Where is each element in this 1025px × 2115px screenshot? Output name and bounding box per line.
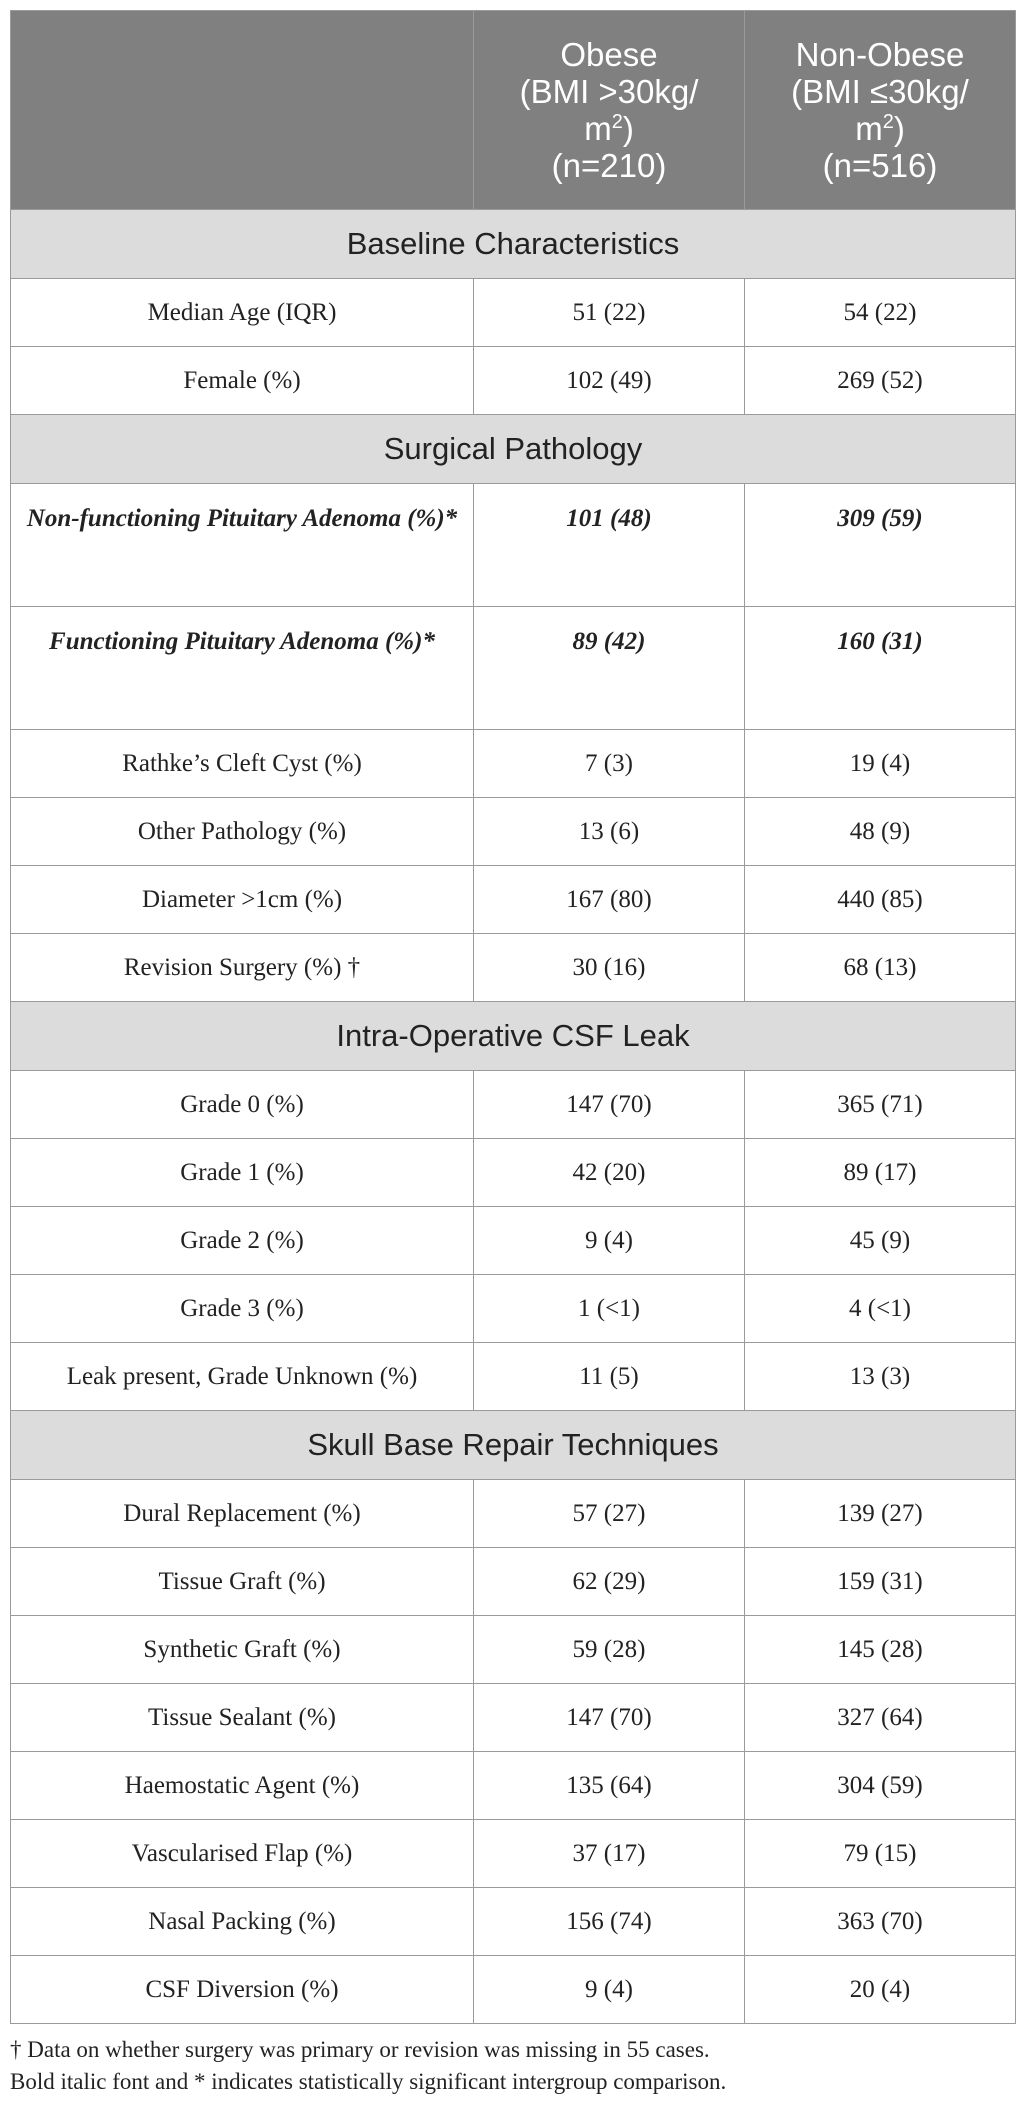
row-label: Non-functioning Pituitary Adenoma (%)* (11, 484, 474, 607)
section-title: Surgical Pathology (11, 415, 1016, 484)
table-row (11, 1616, 1016, 1684)
row-non-obese-value: 68 (13) (745, 934, 1016, 1002)
row-label: Nasal Packing (%) (11, 1888, 474, 1956)
row-non-obese-value: 365 (71) (745, 1071, 1016, 1139)
header-non-obese-sup: 2 (882, 111, 894, 133)
row-obese-value: 9 (4) (474, 1956, 745, 2024)
row-obese-value: 102 (49) (474, 347, 745, 415)
row-label: CSF Diversion (%) (11, 1956, 474, 2024)
header-non-obese-n: (n=516) (822, 147, 938, 184)
table-row (11, 934, 1016, 1002)
row-obese-value: 135 (64) (474, 1752, 745, 1820)
row-obese-value: 9 (4) (474, 1207, 745, 1275)
row-label: Haemostatic Agent (%) (11, 1752, 474, 1820)
row-non-obese-value: 13 (3) (745, 1343, 1016, 1411)
row-obese-value: 101 (48) (474, 484, 745, 607)
header-obese-line1: Obese (560, 36, 658, 73)
section-row (11, 415, 1016, 484)
table-row-significant (11, 607, 1016, 730)
row-label: Vascularised Flap (%) (11, 1820, 474, 1888)
row-obese-value: 42 (20) (474, 1139, 745, 1207)
row-obese-value: 51 (22) (474, 279, 745, 347)
row-non-obese-value: 19 (4) (745, 730, 1016, 798)
row-non-obese-value: 327 (64) (745, 1684, 1016, 1752)
table-footnotes (10, 2034, 1015, 2098)
row-non-obese-value: 309 (59) (745, 484, 1016, 607)
table-row (11, 1275, 1016, 1343)
row-obese-value: 37 (17) (474, 1820, 745, 1888)
header-blank-cell (11, 11, 474, 210)
table-row (11, 1343, 1016, 1411)
row-obese-value: 147 (70) (474, 1071, 745, 1139)
row-obese-value: 59 (28) (474, 1616, 745, 1684)
row-non-obese-value: 79 (15) (745, 1820, 1016, 1888)
table-row-significant (11, 484, 1016, 607)
table-row (11, 798, 1016, 866)
table-row (11, 1071, 1016, 1139)
row-obese-value: 89 (42) (474, 607, 745, 730)
row-obese-value: 1 (<1) (474, 1275, 745, 1343)
row-label: Rathke’s Cleft Cyst (%) (11, 730, 474, 798)
header-obese-unit: m (584, 110, 612, 147)
table-row (11, 1752, 1016, 1820)
table-row (11, 1888, 1016, 1956)
row-non-obese-value: 269 (52) (745, 347, 1016, 415)
table-row (11, 866, 1016, 934)
row-non-obese-value: 48 (9) (745, 798, 1016, 866)
section-row (11, 1411, 1016, 1480)
header-non-obese-close: ) (893, 110, 905, 147)
table-row (11, 1956, 1016, 2024)
table-row (11, 279, 1016, 347)
table-row (11, 1139, 1016, 1207)
row-obese-value: 7 (3) (474, 730, 745, 798)
table-row (11, 1480, 1016, 1548)
header-non-obese-line2: (BMI ≤30kg/ (791, 73, 969, 110)
table-page (10, 10, 1015, 2098)
row-non-obese-value: 139 (27) (745, 1480, 1016, 1548)
row-label: Tissue Sealant (%) (11, 1684, 474, 1752)
section-title: Intra-Operative CSF Leak (11, 1002, 1016, 1071)
header-non-obese-unit: m (855, 110, 883, 147)
row-non-obese-value: 159 (31) (745, 1548, 1016, 1616)
section-title: Baseline Characteristics (11, 210, 1016, 279)
row-obese-value: 13 (6) (474, 798, 745, 866)
row-label: Leak present, Grade Unknown (%) (11, 1343, 474, 1411)
row-obese-value: 62 (29) (474, 1548, 745, 1616)
row-non-obese-value: 304 (59) (745, 1752, 1016, 1820)
row-non-obese-value: 145 (28) (745, 1616, 1016, 1684)
row-obese-value: 30 (16) (474, 934, 745, 1002)
table-row (11, 1820, 1016, 1888)
table-row (11, 347, 1016, 415)
footnote-significance: Bold italic font and * indicates statistically significant intergroup comparison. (10, 2069, 727, 2094)
row-non-obese-value: 45 (9) (745, 1207, 1016, 1275)
row-label: Grade 0 (%) (11, 1071, 474, 1139)
table-header-row (11, 11, 1016, 210)
table-row (11, 1684, 1016, 1752)
row-non-obese-value: 54 (22) (745, 279, 1016, 347)
row-obese-value: 11 (5) (474, 1343, 745, 1411)
row-label: Other Pathology (%) (11, 798, 474, 866)
demographics-table (10, 10, 1016, 2024)
row-label: Synthetic Graft (%) (11, 1616, 474, 1684)
section-row (11, 1002, 1016, 1071)
row-label: Median Age (IQR) (11, 279, 474, 347)
table-row (11, 1548, 1016, 1616)
table-row (11, 1207, 1016, 1275)
row-obese-value: 156 (74) (474, 1888, 745, 1956)
row-label: Grade 3 (%) (11, 1275, 474, 1343)
row-label: Tissue Graft (%) (11, 1548, 474, 1616)
row-label: Female (%) (11, 347, 474, 415)
header-non-obese-line1: Non-Obese (795, 36, 965, 73)
row-obese-value: 57 (27) (474, 1480, 745, 1548)
header-obese (474, 11, 745, 210)
row-label: Revision Surgery (%) † (11, 934, 474, 1002)
row-label: Grade 1 (%) (11, 1139, 474, 1207)
row-non-obese-value: 160 (31) (745, 607, 1016, 730)
row-label: Dural Replacement (%) (11, 1480, 474, 1548)
section-title: Skull Base Repair Techniques (11, 1411, 1016, 1480)
row-obese-value: 167 (80) (474, 866, 745, 934)
row-non-obese-value: 4 (<1) (745, 1275, 1016, 1343)
row-label: Grade 2 (%) (11, 1207, 474, 1275)
header-obese-line2: (BMI >30kg/ (519, 73, 699, 110)
header-obese-close: ) (622, 110, 634, 147)
row-label: Functioning Pituitary Adenoma (%)* (11, 607, 474, 730)
row-non-obese-value: 89 (17) (745, 1139, 1016, 1207)
row-obese-value: 147 (70) (474, 1684, 745, 1752)
header-obese-sup: 2 (611, 111, 623, 133)
footnote-missing-data: † Data on whether surgery was primary or revision was missing in 55 cases. (10, 2037, 710, 2062)
row-non-obese-value: 363 (70) (745, 1888, 1016, 1956)
row-label: Diameter >1cm (%) (11, 866, 474, 934)
section-row (11, 210, 1016, 279)
header-non-obese (745, 11, 1016, 210)
header-obese-n: (n=210) (551, 147, 667, 184)
row-non-obese-value: 20 (4) (745, 1956, 1016, 2024)
row-non-obese-value: 440 (85) (745, 866, 1016, 934)
table-row (11, 730, 1016, 798)
